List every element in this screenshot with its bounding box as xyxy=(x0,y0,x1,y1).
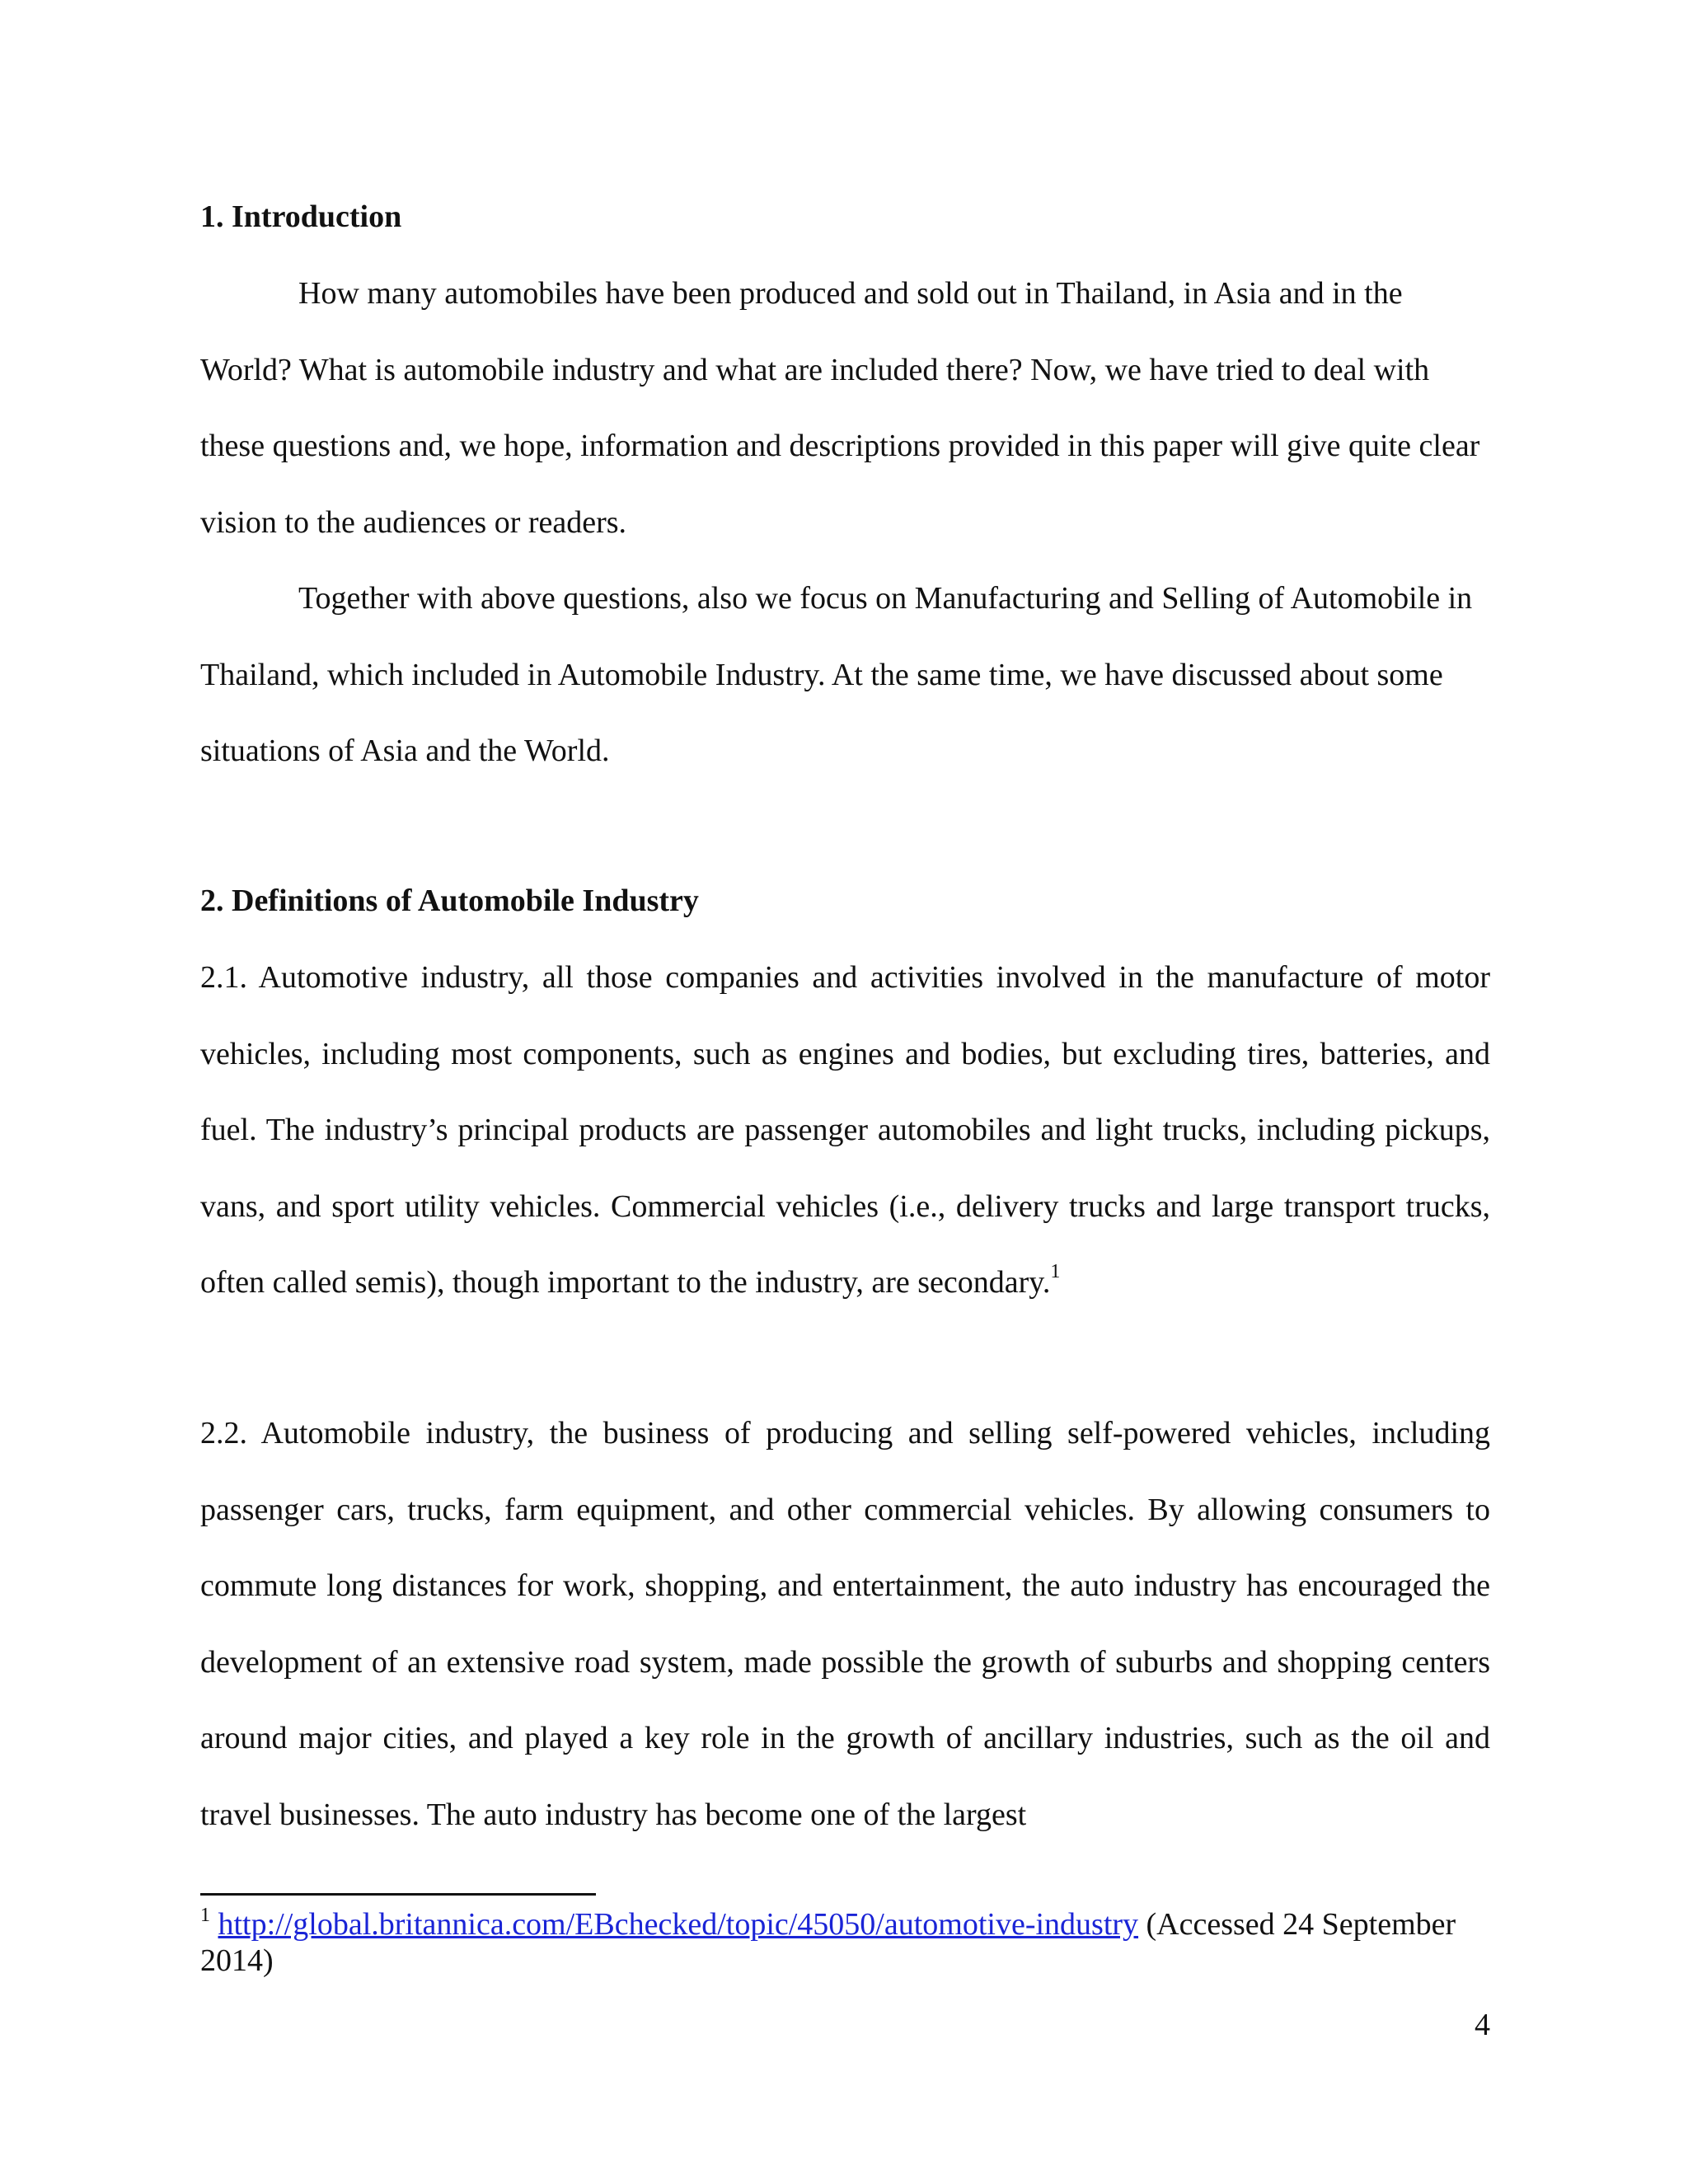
footnote-access-note: (Accessed 24 September 2014) xyxy=(200,1907,1456,1978)
footnote xyxy=(200,1906,1490,1979)
definition-2-2 xyxy=(200,1395,1490,1853)
footnote-marker: 1 xyxy=(200,1905,210,1926)
definition-2-2-text: 2.2. Automobile industry, the business of producing and selling self-powered vehicles, including passenger cars, trucks, farm equipment, and other commercial vehicles. By allowing consumers to commute long distances for work, shopping, and entertainment, the auto industry has encouraged the development of an extensive road system, made possible the growth of suburbs and shopping centers around major cities, and played a key role in the growth of ancillary industries, such as the oil and travel businesses. The auto industry has become one of the largest xyxy=(200,1416,1490,1832)
definition-2-1-text: 2.1. Automotive industry, all those companies and activities involved in the manufacture of motor vehicles, including most components, such as engines and bodies, but excluding tires, batteries, and fuel. The industry’s principal products are passenger automobiles and light trucks, including pickups, vans, and sport utility vehicles. Commercial vehicles (i.e., delivery trucks and large transport trucks, often called semis), though important to the industry, are secondary. xyxy=(200,960,1490,1300)
footnote-reference[interactable]: 1 xyxy=(1050,1261,1061,1282)
intro-paragraph-1 xyxy=(200,255,1490,560)
page-number: 4 xyxy=(1475,2008,1490,2042)
footnote-separator xyxy=(200,1893,596,1896)
definition-2-1 xyxy=(200,940,1490,1321)
section-heading-definitions: 2. Definitions of Automobile Industry xyxy=(200,883,699,918)
intro-paragraph-1-text: How many automobiles have been produced and sold out in Thailand, in Asia and in the World? What is automobile industry and what are included there? Now, we have tried to deal with these questions and, we hope, information and descriptions provided in this paper will give quite clear vision to the audiences or readers. xyxy=(200,276,1480,540)
intro-paragraph-2-text: Together with above questions, also we focus on Manufacturing and Selling of Automobile in Thailand, which included in Automobile Industry. At the same time, we have discussed about some situations of Asia and the World. xyxy=(200,581,1473,768)
footnote-link[interactable]: http://global.britannica.com/EBchecked/topic/45050/automotive-industry xyxy=(218,1907,1139,1942)
section-heading-introduction: 1. Introduction xyxy=(200,199,402,234)
intro-paragraph-2 xyxy=(200,560,1490,790)
